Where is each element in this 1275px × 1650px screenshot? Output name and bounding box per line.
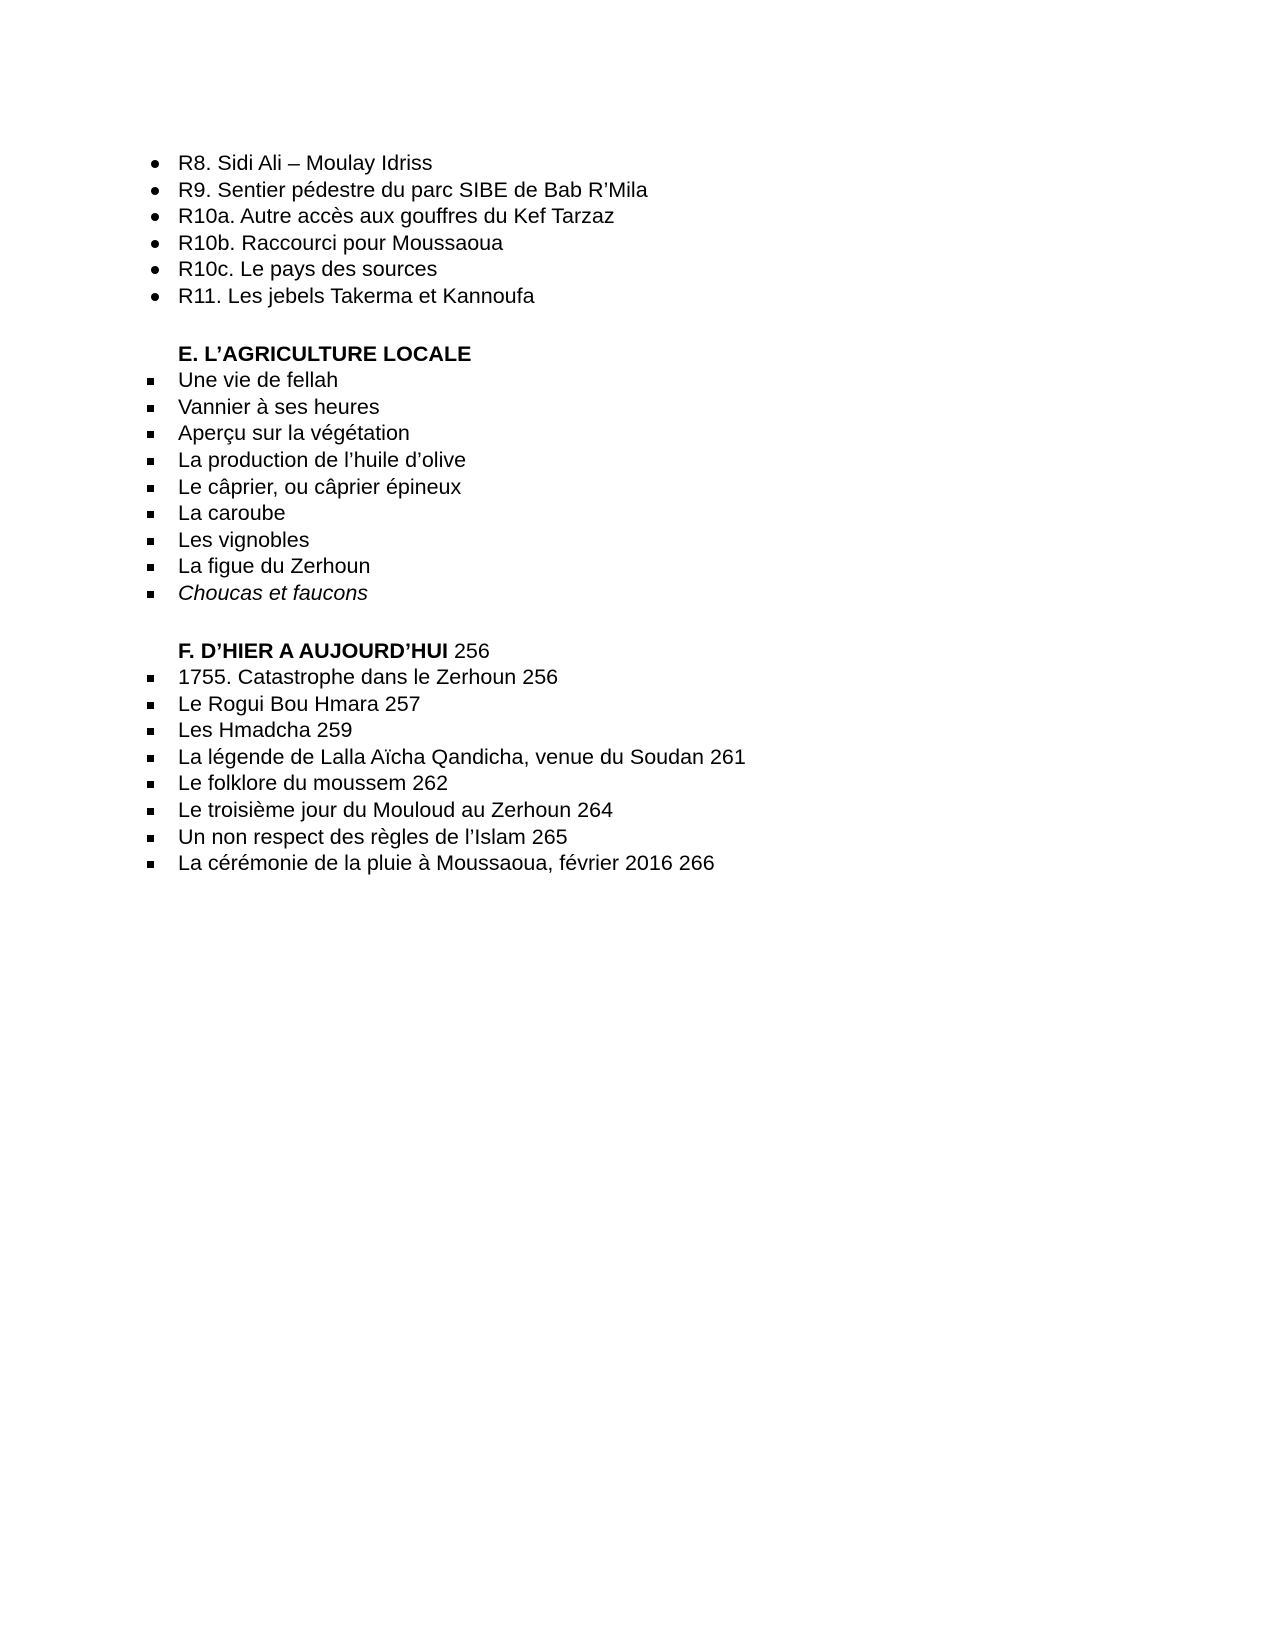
list-item: R10c. Le pays des sources xyxy=(0,256,1275,283)
section-f-heading xyxy=(0,638,1275,665)
list-item: Choucas et faucons xyxy=(0,580,1275,607)
section-e-heading xyxy=(0,341,1275,368)
list-item: La cérémonie de la pluie à Moussaoua, février 2016 266 xyxy=(0,850,1275,877)
routes-list xyxy=(0,150,1275,310)
list-item: La caroube xyxy=(0,500,1275,527)
list-item: Le troisième jour du Mouloud au Zerhoun 264 xyxy=(0,797,1275,824)
list-item: R10a. Autre accès aux gouffres du Kef Tarzaz xyxy=(0,203,1275,230)
list-item: R8. Sidi Ali – Moulay Idriss xyxy=(0,150,1275,177)
list-item: La figue du Zerhoun xyxy=(0,553,1275,580)
list-item: Le folklore du moussem 262 xyxy=(0,770,1275,797)
table-of-contents xyxy=(0,150,1275,877)
section-f-heading-text: F. D’HIER A AUJOURD’HUI xyxy=(178,638,448,663)
list-item: R10b. Raccourci pour Moussaoua xyxy=(0,230,1275,257)
list-item: Le Rogui Bou Hmara 257 xyxy=(0,691,1275,718)
list-item: Vannier à ses heures xyxy=(0,394,1275,421)
list-item: Les vignobles xyxy=(0,527,1275,554)
list-item: Aperçu sur la végétation xyxy=(0,420,1275,447)
list-item: Une vie de fellah xyxy=(0,367,1275,394)
section-e-heading-text: E. L’AGRICULTURE LOCALE xyxy=(178,341,472,366)
list-item: R11. Les jebels Takerma et Kannoufa xyxy=(0,283,1275,310)
agriculture-list xyxy=(0,367,1275,606)
list-item: La légende de Lalla Aïcha Qandicha, venue du Soudan 261 xyxy=(0,744,1275,771)
list-item: Le câprier, ou câprier épineux xyxy=(0,474,1275,501)
list-item: Un non respect des règles de l’Islam 265 xyxy=(0,824,1275,851)
list-item: 1755. Catastrophe dans le Zerhoun 256 xyxy=(0,664,1275,691)
section-f-page-number: 256 xyxy=(453,638,490,663)
list-item: La production de l’huile d’olive xyxy=(0,447,1275,474)
list-item: Les Hmadcha 259 xyxy=(0,717,1275,744)
history-list xyxy=(0,664,1275,877)
list-item: R9. Sentier pédestre du parc SIBE de Bab R’Mila xyxy=(0,177,1275,204)
